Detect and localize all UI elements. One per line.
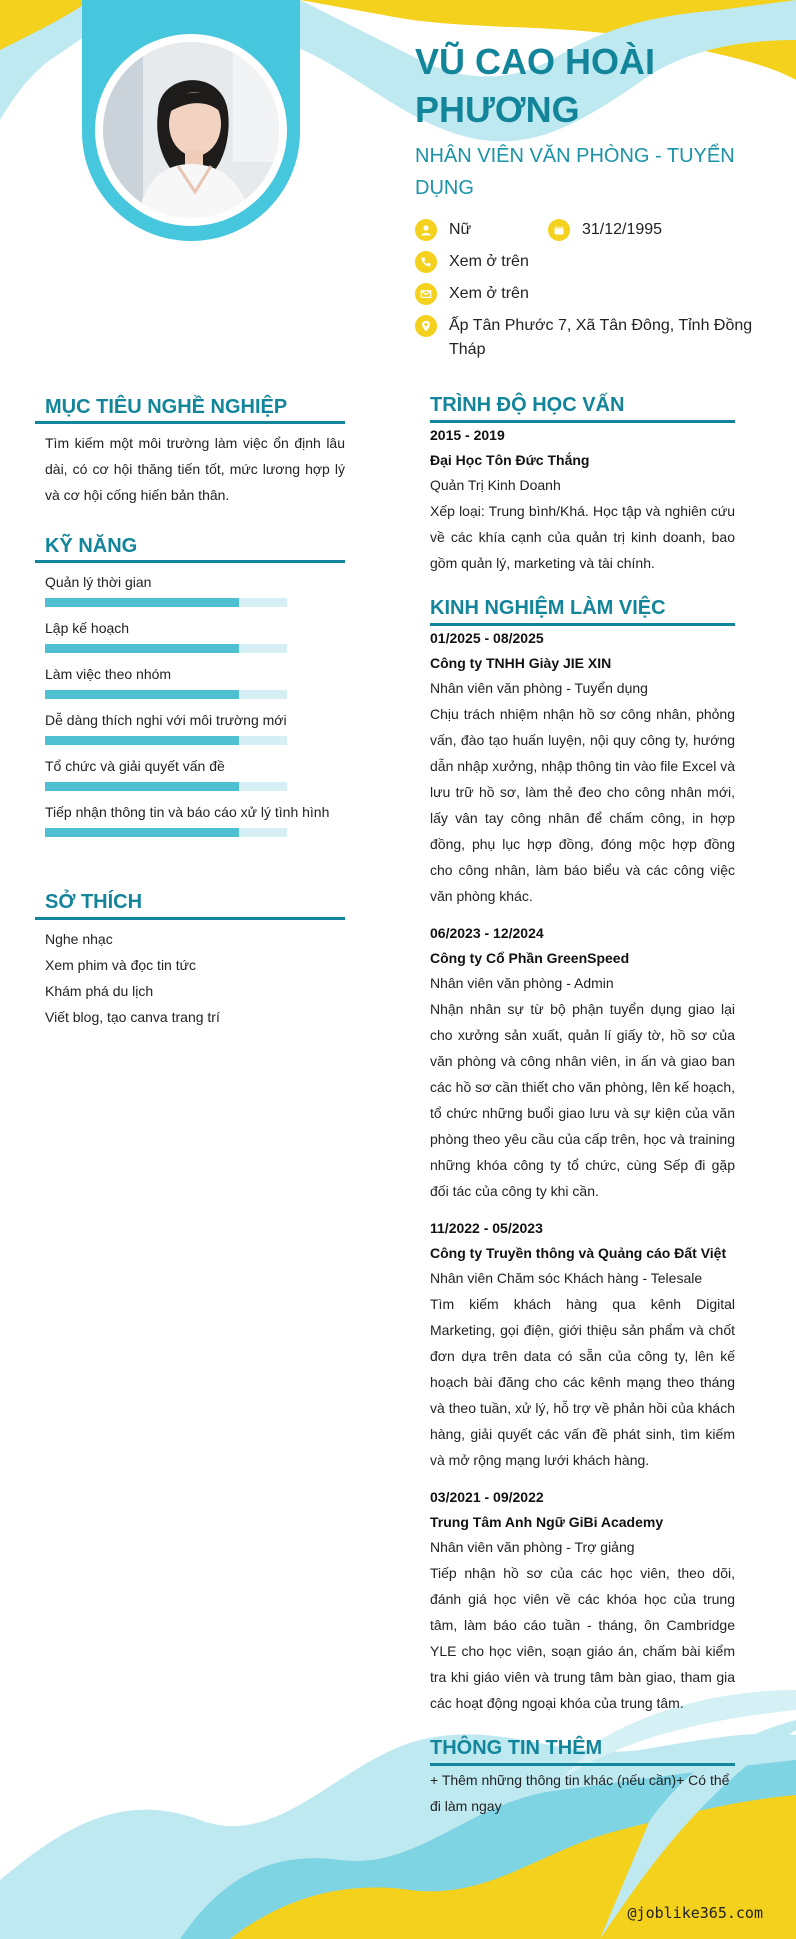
objective-text: Tìm kiếm một môi trường làm việc ổn định lâu dài, có cơ hội thăng tiến tốt, mức lương hợp lý và cơ hội cống hiến bản thân. xyxy=(45,435,345,503)
skill-bar-fill xyxy=(45,598,239,607)
experience-description: Nhận nhân sự từ bộ phận tuyển dụng giao lại cho xưởng sản xuất, quản lí giấy tờ, hồ sơ của văn phòng và công nhân viên, in ấn và giao ban các hồ sơ cần thiết cho văn phòng, lên kế hoạch, tổ chức những buổi giao lưu và sự kiện của văn phòng theo yêu cầu của cấp trên, học và training những khóa công ty tổ chức, cùng Sếp đi gặp đối tác của công ty khi cần. xyxy=(430,1001,735,1199)
mail-icon xyxy=(415,283,437,305)
skill-name: Lập kế hoạch xyxy=(45,620,130,636)
skill-bar xyxy=(45,782,287,791)
additional-divider xyxy=(430,1763,735,1766)
hobbies-title: SỞ THÍCH xyxy=(45,891,143,913)
experience-description: Tìm kiếm khách hàng qua kênh Digital Marketing, gọi điện, giới thiệu sản phẩm và chốt đơn dựa trên data có sẵn của công ty, lên kế hoạch bài đăng cho các kênh mạng theo tháng và theo tuần, xử lý, hỗ trợ về phản hồi của khách hàng, giải quyết các vấn đề phát sinh, tìm kiếm và mở rộng mạng lưới khách hàng. xyxy=(430,1296,735,1468)
calendar-icon xyxy=(548,219,570,241)
phone-value: Xem ở trên xyxy=(449,253,529,270)
gender-row xyxy=(415,218,471,242)
hobbies-divider xyxy=(35,917,345,920)
skill-bar xyxy=(45,828,287,837)
address-value: Ấp Tân Phước 7, Xã Tân Đông, Tỉnh Đồng Tháp xyxy=(449,317,753,358)
experience-period: 06/2023 - 12/2024 xyxy=(430,925,544,941)
experience-position: Nhân viên văn phòng - Trợ giảng xyxy=(430,1539,635,1555)
skill-bar-fill xyxy=(45,690,239,699)
user-icon xyxy=(415,219,437,241)
skill-name: Tiếp nhận thông tin và báo cáo xử lý tình hình xyxy=(45,804,330,820)
watermark: @joblike365.com xyxy=(627,1904,763,1922)
address-row xyxy=(415,314,755,362)
experience-company: Công ty Truyền thông và Quảng cáo Đất Việt xyxy=(430,1245,727,1261)
birthdate-row xyxy=(548,218,662,242)
birthdate-value: 31/12/1995 xyxy=(582,221,663,238)
hobby-item: Nghe nhạc xyxy=(45,931,113,947)
skills-title: KỸ NĂNG xyxy=(45,535,138,557)
experience-description: Chịu trách nhiệm nhận hồ sơ công nhân, phỏng vấn, đào tạo huấn luyện, nội quy công ty, hướng dẫn nhập xưởng, nhập thông tin vào file Excel và lưu trữ hồ sơ, làm thẻ đeo cho công nhân mới, lấy vân tay công nhân để chấm công, in hợp đồng, phụ lục hợp đồng, đóng mộc hợp đồng cho công nhân, làm báo biểu và các công việc văn phòng khác. xyxy=(430,706,735,904)
hobby-item: Khám phá du lịch xyxy=(45,983,154,999)
skill-item xyxy=(45,707,345,745)
experience-period: 01/2025 - 08/2025 xyxy=(430,630,544,646)
skill-name: Dễ dàng thích nghi với môi trường mới xyxy=(45,712,287,728)
hobbies-list xyxy=(45,926,345,1030)
experience-position: Nhân viên văn phòng - Admin xyxy=(430,975,614,991)
objective-title: MỤC TIÊU NGHỀ NGHIỆP xyxy=(45,396,288,418)
skill-item xyxy=(45,753,345,791)
experience-position: Nhân viên Chăm sóc Khách hàng - Telesale xyxy=(430,1270,703,1286)
skill-bar xyxy=(45,598,287,607)
education-description: Xếp loại: Trung bình/Khá. Học tập và nghiên cứu về các khía cạnh của quản trị kinh doanh, bao gồm quản lý, marketing và tài chính. xyxy=(430,503,735,571)
skill-item xyxy=(45,615,345,653)
skill-bar-fill xyxy=(45,782,239,791)
location-icon xyxy=(415,315,437,337)
gender-value: Nữ xyxy=(449,221,472,238)
experience-company: Công ty Cổ Phần GreenSpeed xyxy=(430,950,630,966)
experience-period: 11/2022 - 05/2023 xyxy=(430,1220,543,1236)
hobby-item: Xem phim và đọc tin tức xyxy=(45,957,196,973)
email-value: Xem ở trên xyxy=(449,285,529,302)
job-title: NHÂN VIÊN VĂN PHÒNG - TUYỂN DỤNG xyxy=(415,145,735,199)
additional-title: THÔNG TIN THÊM xyxy=(430,1737,603,1759)
education-school: Đại Học Tôn Đức Thắng xyxy=(430,452,590,468)
skill-item xyxy=(45,569,345,607)
phone-row xyxy=(415,250,529,274)
skill-bar xyxy=(45,736,287,745)
education-title: TRÌNH ĐỘ HỌC VẤN xyxy=(430,394,625,416)
experience-entry xyxy=(430,627,735,909)
skill-name: Quản lý thời gian xyxy=(45,574,152,590)
skill-item xyxy=(45,799,345,837)
additional-text: + Thêm những thông tin khác (nếu cần)+ Có thể đi làm ngay xyxy=(430,1772,730,1814)
skill-bar xyxy=(45,644,287,653)
skill-bar-fill xyxy=(45,828,239,837)
education-major: Quản Trị Kinh Doanh xyxy=(430,477,561,493)
skill-bar-fill xyxy=(45,736,239,745)
experience-entry xyxy=(430,922,735,1204)
avatar xyxy=(103,42,279,218)
education-entry xyxy=(430,424,735,576)
experience-company: Trung Tâm Anh Ngữ GiBi Academy xyxy=(430,1514,664,1530)
skill-bar-fill xyxy=(45,644,239,653)
education-period: 2015 - 2019 xyxy=(430,427,505,443)
experience-description: Tiếp nhận hồ sơ của các học viên, theo dõi, đánh giá học viên về các khóa học của trung tâm, làm báo cáo tuần - tháng, ôn Cambridge YLE cho học viên, soạn giáo án, chấm bài kiểm tra khi giáo viên và trung tâm bàn giao, tham gia các hoạt động ngoại khóa của trung tâm. xyxy=(430,1565,735,1711)
skill-name: Làm việc theo nhóm xyxy=(45,666,172,682)
email-row xyxy=(415,282,529,306)
experience-divider xyxy=(430,623,735,626)
hobby-item: Viết blog, tạo canva trang trí xyxy=(45,1009,220,1025)
experience-title: KINH NGHIỆM LÀM VIỆC xyxy=(430,597,666,619)
skill-name: Tổ chức và giải quyết vấn đề xyxy=(45,758,225,774)
candidate-name: VŨ CAO HOÀI PHƯƠNG xyxy=(415,41,656,130)
experience-period: 03/2021 - 09/2022 xyxy=(430,1489,544,1505)
education-divider xyxy=(430,420,735,423)
experience-entry xyxy=(430,1217,735,1473)
skill-item xyxy=(45,661,345,699)
objective-divider xyxy=(35,421,345,424)
experience-position: Nhân viên văn phòng - Tuyển dụng xyxy=(430,680,648,696)
skill-bar xyxy=(45,690,287,699)
skills-divider xyxy=(35,560,345,563)
experience-entry xyxy=(430,1486,735,1716)
experience-company: Công ty TNHH Giày JIE XIN xyxy=(430,655,612,671)
phone-icon xyxy=(415,251,437,273)
